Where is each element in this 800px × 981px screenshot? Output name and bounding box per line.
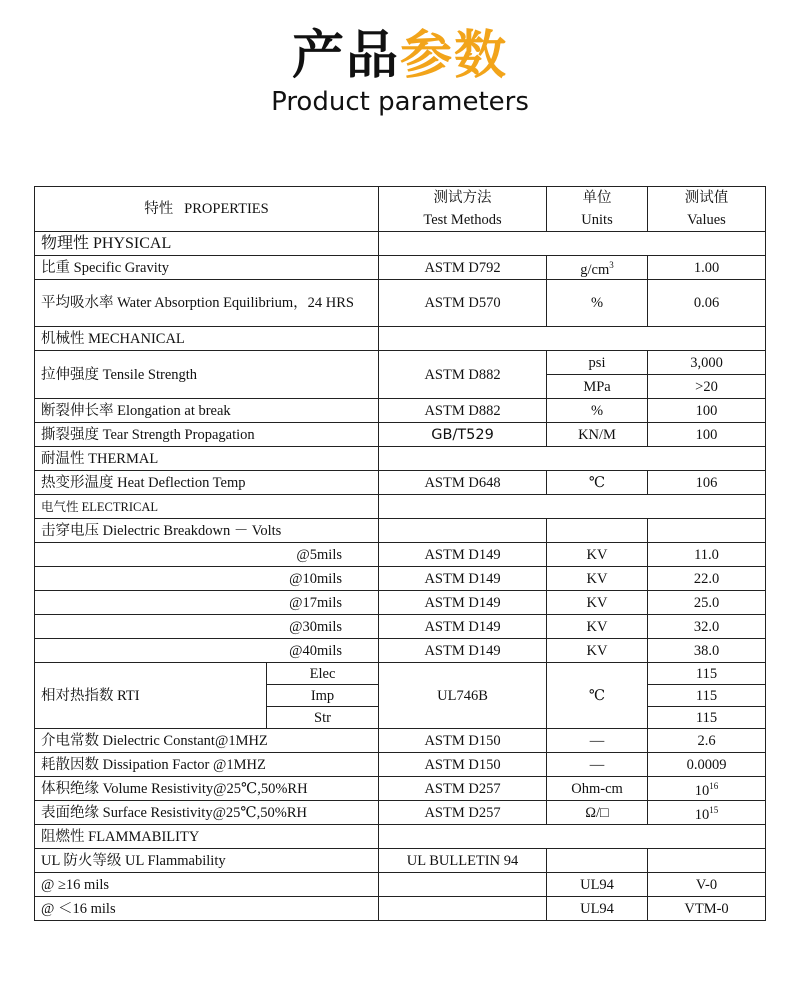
header-units [547, 187, 648, 232]
property-cell: 表面绝缘 Surface Resistivity@25℃,50%RH [35, 801, 379, 825]
method-cell: GB/T529 [379, 423, 547, 447]
unit-cell [547, 256, 648, 280]
property-cell: 介电常数 Dielectric Constant@1MHZ [35, 729, 379, 753]
method-cell: ASTM D882 [379, 399, 547, 423]
method-cell: ASTM D648 [379, 471, 547, 495]
property-cell: 拉伸强度 Tensile Strength [35, 351, 379, 399]
table-row-ul-flammability [35, 849, 766, 873]
property-cell: UL 防火等级 UL Flammability [35, 849, 379, 873]
rti-sub-cell: Elec [267, 663, 379, 685]
unit-cell: UL94 [547, 897, 648, 921]
property-cell: @10mils [35, 567, 379, 591]
value-cell: 0.06 [648, 280, 766, 327]
unit-cell: ℃ [547, 471, 648, 495]
header-values-en: Values [687, 212, 726, 228]
value-cell: 115 [648, 663, 766, 685]
group-label: 电气性 ELECTRICAL [35, 495, 379, 519]
method-cell: UL746B [379, 663, 547, 729]
unit-cell: MPa [547, 375, 648, 399]
page-title-chinese [0, 26, 800, 86]
property-cell: 比重 Specific Gravity [35, 256, 379, 280]
table-row-30mils [35, 615, 766, 639]
method-cell: UL BULLETIN 94 [379, 849, 547, 873]
property-cell: @5mils [35, 543, 379, 567]
table-row-dielectric-constant [35, 729, 766, 753]
header-values [648, 187, 766, 232]
empty-cell [648, 519, 766, 543]
unit-cell: % [547, 399, 648, 423]
value-cell [648, 801, 766, 825]
unit-cell: Ohm-cm [547, 777, 648, 801]
unit-cell: KV [547, 639, 648, 663]
value-text: 10 [694, 807, 710, 823]
table-row-dissipation-factor [35, 753, 766, 777]
unit-cell: % [547, 280, 648, 327]
method-cell: ASTM D150 [379, 729, 547, 753]
header-units-en: Units [581, 212, 613, 228]
value-superscript: 15 [709, 805, 719, 815]
property-cell: 平均吸水率 Water Absorption Equilibrium，24 HRS [35, 280, 379, 327]
value-cell: 22.0 [648, 567, 766, 591]
table-row-ge-16-mils [35, 873, 766, 897]
unit-superscript: 3 [609, 260, 614, 270]
table-row-water-absorption [35, 280, 766, 327]
table-row-10mils [35, 567, 766, 591]
table-row-dielectric-breakdown [35, 519, 766, 543]
empty-cell [379, 825, 766, 849]
unit-cell: KV [547, 543, 648, 567]
property-cell: 体积绝缘 Volume Resistivity@25℃,50%RH [35, 777, 379, 801]
empty-cell [379, 897, 547, 921]
value-cell: 11.0 [648, 543, 766, 567]
method-cell: ASTM D257 [379, 777, 547, 801]
method-cell: ASTM D149 [379, 639, 547, 663]
header-methods-cn: 测试方法 [433, 190, 492, 206]
group-row-flammability [35, 825, 766, 849]
method-cell: ASTM D149 [379, 543, 547, 567]
group-row-thermal [35, 447, 766, 471]
value-cell: 3,000 [648, 351, 766, 375]
unit-cell: KV [547, 615, 648, 639]
table-row-rti-elec [35, 663, 766, 685]
value-cell: 25.0 [648, 591, 766, 615]
empty-cell [547, 849, 648, 873]
unit-cell: KV [547, 591, 648, 615]
property-cell: 相对热指数 RTI [35, 663, 267, 729]
empty-cell [379, 519, 547, 543]
group-label: 物理性 PHYSICAL [35, 232, 379, 256]
parameters-table [34, 186, 766, 921]
property-cell: 断裂伸长率 Elongation at break [35, 399, 379, 423]
group-row-electrical [35, 495, 766, 519]
empty-cell [379, 232, 766, 256]
unit-cell: Ω/□ [547, 801, 648, 825]
method-cell: ASTM D149 [379, 615, 547, 639]
property-cell: 热变形温度 Heat Deflection Temp [35, 471, 379, 495]
unit-cell: psi [547, 351, 648, 375]
property-cell: @30mils [35, 615, 379, 639]
header-properties-en: PROPERTIES [184, 201, 269, 217]
empty-cell [648, 849, 766, 873]
table-row-tear-strength [35, 423, 766, 447]
value-cell: 32.0 [648, 615, 766, 639]
table-row-5mils [35, 543, 766, 567]
header-units-cn: 单位 [582, 190, 612, 206]
empty-cell [379, 447, 766, 471]
table-row-17mils [35, 591, 766, 615]
group-row-physical [35, 232, 766, 256]
table-row-surface-resistivity [35, 801, 766, 825]
property-cell: @40mils [35, 639, 379, 663]
value-cell: 38.0 [648, 639, 766, 663]
unit-cell: UL94 [547, 873, 648, 897]
method-cell: ASTM D150 [379, 753, 547, 777]
title-cn-black: 产品 [291, 26, 400, 86]
unit-cell: — [547, 729, 648, 753]
header-properties [35, 187, 379, 232]
method-cell: ASTM D792 [379, 256, 547, 280]
unit-cell: ℃ [547, 663, 648, 729]
method-cell: ASTM D882 [379, 351, 547, 399]
table-row-volume-resistivity [35, 777, 766, 801]
title-cn-gold: 参数 [400, 26, 509, 86]
header-test-methods [379, 187, 547, 232]
table-row-40mils [35, 639, 766, 663]
value-text: 10 [694, 783, 710, 799]
table-row-specific-gravity [35, 256, 766, 280]
value-cell: 100 [648, 399, 766, 423]
rti-sub-cell: Str [267, 707, 379, 729]
value-cell: 0.0009 [648, 753, 766, 777]
value-superscript: 16 [709, 781, 719, 791]
method-cell: ASTM D570 [379, 280, 547, 327]
header-methods-en: Test Methods [423, 212, 502, 228]
table-row-heat-deflection [35, 471, 766, 495]
page-title-english: Product parameters [271, 87, 529, 117]
table-header-row [35, 187, 766, 232]
property-cell: 击穿电压 Dielectric Breakdown － Volts [35, 519, 379, 543]
property-cell: 撕裂强度 Tear Strength Propagation [35, 423, 379, 447]
property-cell: @ ＜16 mils [35, 897, 379, 921]
group-row-mechanical [35, 327, 766, 351]
value-cell: 100 [648, 423, 766, 447]
rti-sub-cell: Imp [267, 685, 379, 707]
value-cell: 1.00 [648, 256, 766, 280]
header-values-cn: 测试值 [684, 190, 729, 206]
value-cell: VTM-0 [648, 897, 766, 921]
header-properties-cn: 特性 [144, 201, 174, 217]
group-label: 阻燃性 FLAMMABILITY [35, 825, 379, 849]
method-cell: ASTM D149 [379, 567, 547, 591]
method-cell: ASTM D149 [379, 591, 547, 615]
value-cell: 2.6 [648, 729, 766, 753]
value-cell: V-0 [648, 873, 766, 897]
property-cell: @17mils [35, 591, 379, 615]
value-cell: 115 [648, 685, 766, 707]
value-cell [648, 777, 766, 801]
property-cell: @ ≥16 mils [35, 873, 379, 897]
table-row-lt-16-mils [35, 897, 766, 921]
empty-cell [547, 519, 648, 543]
unit-text: g/cm [580, 262, 610, 278]
value-cell: >20 [648, 375, 766, 399]
method-cell: ASTM D257 [379, 801, 547, 825]
table-row-tensile-strength [35, 351, 766, 375]
value-cell: 115 [648, 707, 766, 729]
empty-cell [379, 873, 547, 897]
property-cell: 耗散因数 Dissipation Factor @1MHZ [35, 753, 379, 777]
unit-cell: KV [547, 567, 648, 591]
unit-cell: KN/M [547, 423, 648, 447]
unit-cell: — [547, 753, 648, 777]
group-label: 机械性 MECHANICAL [35, 327, 379, 351]
table-row-elongation [35, 399, 766, 423]
empty-cell [379, 495, 766, 519]
empty-cell [379, 327, 766, 351]
value-cell: 106 [648, 471, 766, 495]
group-label: 耐温性 THERMAL [35, 447, 379, 471]
